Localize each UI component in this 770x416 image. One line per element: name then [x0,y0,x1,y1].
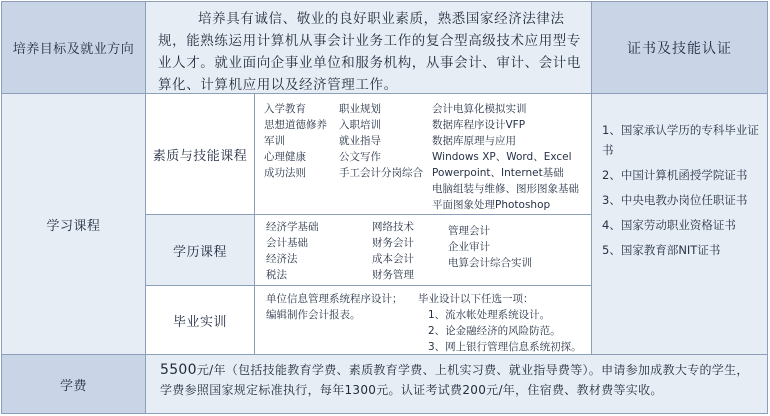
course-item: 成本会计 [372,253,414,265]
fee-text: 元/年（包括技能教育学费、素质教育学费、上机实习费、就业指导费等）。申请参加成教大专的学生，学费参照国家规定标准执行，每年1300元。认证考试费200元/年，住宿费、教材费等实收。 [160,363,749,397]
course-item: 心理健康 [264,151,306,163]
course-item: 会计电算化模拟实训 [432,103,527,115]
course-column [432,101,579,213]
certificate-item: 4、国家劳动职业资格证书 [602,218,736,232]
fee-header-cell [1,354,146,414]
section-content-practice [254,285,592,355]
course-item: 税法 [266,269,287,281]
section-content-quality [254,93,592,215]
section-label-cell-practice [145,285,255,355]
course-item: 手工会计分岗综合 [339,167,423,179]
certificate-item: 2、中国计算机函授学院证书 [602,168,748,182]
course-item: 数据库原理与应用 [432,135,516,147]
program-info-table [1,1,768,414]
fee-header: 学费 [59,378,87,394]
certificates-cell [591,93,768,355]
course-item: 财务管理 [372,269,414,281]
course-item: 1、流水帐处理系统设计。 [428,309,551,321]
course-item: 数据库程序设计VFP [432,119,526,131]
section-label-cell-degree [145,214,255,286]
section-label-practice: 毕业实训 [172,314,227,330]
certificate-item: 1、国家承认学历的专科毕业证书 [602,123,759,157]
section-label-quality: 素质与技能课程 [152,148,248,164]
course-item: 入职培训 [339,119,381,131]
study-header-cell [1,93,146,355]
course-item: 经济法 [266,253,298,265]
course-item: 财务会计 [372,237,414,249]
course-item: 公文写作 [339,151,381,163]
cert-header-cell [591,1,768,94]
course-item: 电脑组装与维修、图形图象基础 [432,183,579,195]
section-content-degree [254,214,592,286]
course-item: 2、论金融经济的风险防范。 [428,325,561,337]
course-item: 思想道德修养 [264,119,327,131]
course-item: 会计基础 [266,237,308,249]
course-item: 就业指导 [339,135,381,147]
course-item: 毕业设计以下任选一项： [418,293,534,305]
cert-header: 证书及技能认证 [627,40,732,57]
course-item: 企业审计 [448,241,490,253]
course-column [372,219,414,283]
section-label-degree: 学历课程 [172,244,227,260]
course-item: 军训 [264,135,285,147]
course-item: 平面图象处理Photoshop [432,199,551,211]
course-column [266,219,319,283]
course-column [264,101,327,181]
course-item: 单位信息管理系统程序设计； [266,293,403,305]
study-header: 学习课程 [46,218,101,234]
certificate-item: 5、国家教育部NIT证书 [602,243,721,257]
course-item: 电算会计综合实训 [448,257,532,269]
course-column [418,291,582,355]
certificate-item: 3、中央电教办岗位任职证书 [602,193,748,207]
course-item: 成功法则 [264,167,306,179]
course-item: 3、网上银行管理信息系统初探。 [428,341,582,353]
course-item: 网络技术 [372,221,414,233]
goal-text: 培养具有诚信、敬业的良好职业素质，熟悉国家经济法律法规，能熟练运用计算机从事会计业务工作的复合型高级技术应用型专业人才。就业面向企事业单位和服务机构，从事会计、审计、会计电算化、计算机应用以及经济管理工作。 [158,11,581,93]
course-item: 经济学基础 [266,221,319,233]
course-item: 管理会计 [448,225,490,237]
course-column [339,101,423,181]
course-item: Powerpoint、Internet基础 [432,167,564,179]
fee-amount: 5500 [160,362,197,378]
course-item: Windows XP、Word、Excel [432,151,572,163]
fee-text-cell [145,354,768,414]
course-column [266,291,403,323]
course-item: 编辑制作会计报表。 [266,309,361,321]
goal-text-cell [145,1,592,94]
section-label-cell-quality [145,93,255,215]
goal-header: 培养目标及就业方向 [12,42,135,57]
course-item: 入学教育 [264,103,306,115]
course-column [448,223,532,271]
goal-header-cell [1,1,146,94]
course-item: 职业规划 [339,103,381,115]
